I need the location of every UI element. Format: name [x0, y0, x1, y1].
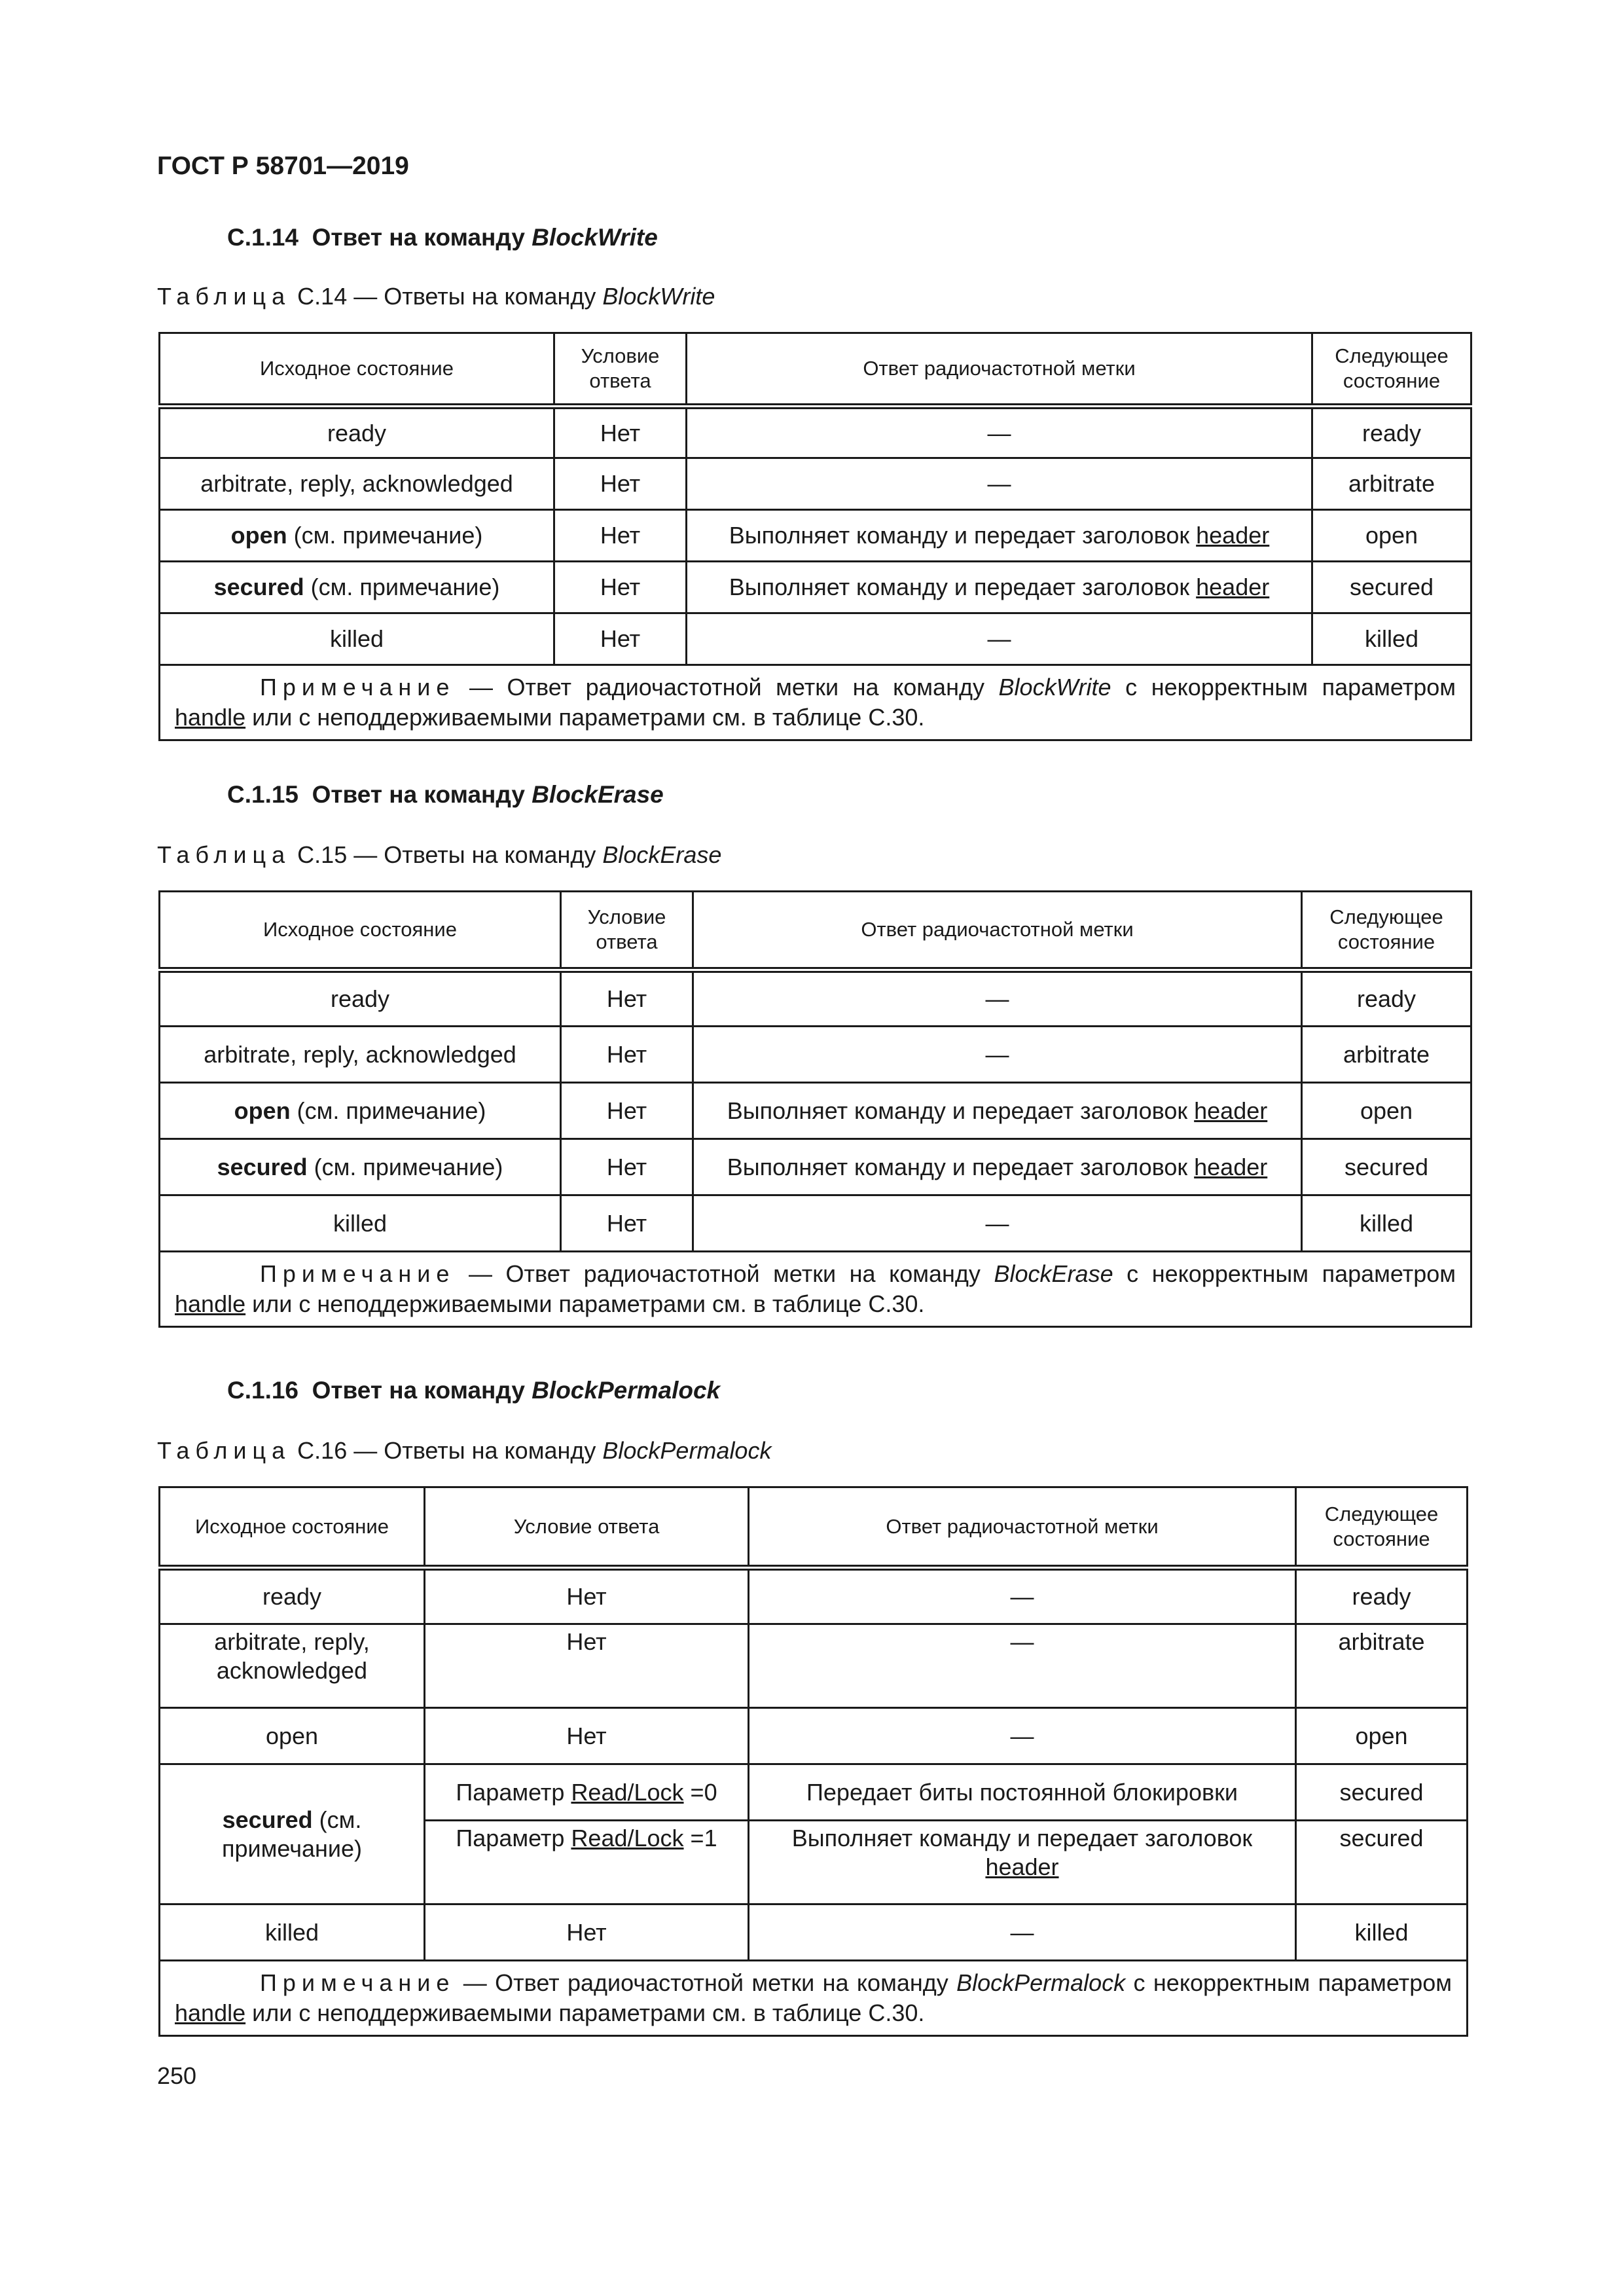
header-initial-state: Исходное состояние	[160, 1487, 425, 1568]
state-note: (см.	[312, 1806, 362, 1833]
state-name: open	[234, 1097, 291, 1124]
header-term: header	[1194, 1153, 1268, 1180]
cell-response	[749, 1821, 1296, 1904]
response-text: Выполняет команду и передает заголовок	[729, 574, 1197, 600]
cell-response: —	[749, 1708, 1296, 1764]
cell-next-state: killed	[1312, 613, 1471, 665]
cell-response: —	[749, 1624, 1296, 1708]
cell-initial-state: ready	[160, 1568, 425, 1624]
cell-condition: Нет	[554, 510, 687, 562]
cell-condition: Нет	[561, 1083, 693, 1139]
caption-letter: С.	[291, 841, 321, 868]
caption-dash-text: — Ответы на команду	[347, 841, 603, 868]
header-initial-state: Исходное состояние	[160, 333, 554, 407]
caption-dash-text: — Ответы на команду	[347, 1437, 603, 1464]
cell-next-state: secured	[1302, 1139, 1471, 1195]
cell-initial-state	[160, 562, 554, 613]
caption-dash-text: — Ответы на команду	[347, 283, 603, 310]
response-text: Выполняет команду и передает заголовок	[727, 1153, 1195, 1180]
caption-table-word: Таблица	[157, 1437, 291, 1464]
note-text: — Ответ радиочастотной метки на команду	[455, 674, 999, 701]
header-term: header	[1196, 574, 1270, 600]
state-note: (см. примечание)	[290, 1097, 486, 1124]
header-condition: Условие ответа	[554, 333, 687, 407]
table-caption-c14	[157, 283, 715, 310]
caption-letter: С.	[291, 283, 321, 310]
table-row	[160, 970, 1471, 1027]
cell-condition: Нет	[554, 613, 687, 665]
table-note-row	[160, 665, 1471, 740]
table-row	[160, 458, 1471, 510]
param-name: Read/Lock	[571, 1825, 684, 1851]
note-command: BlockWrite	[998, 674, 1111, 701]
cell-response	[687, 510, 1312, 562]
cell-initial-state: killed	[160, 1904, 425, 1961]
cell-condition: Нет	[425, 1568, 749, 1624]
cell-condition: Нет	[554, 407, 687, 458]
cell-initial-state: arbitrate, reply, acknowledged	[160, 458, 554, 510]
cell-response: —	[749, 1568, 1296, 1624]
caption-number: 16	[321, 1437, 348, 1464]
table-row	[160, 1708, 1468, 1764]
caption-command: BlockWrite	[602, 283, 715, 310]
param-prefix: Параметр	[456, 1778, 571, 1806]
cell-next-state: secured	[1296, 1821, 1468, 1904]
table-row	[160, 1904, 1468, 1961]
section-command: BlockWrite	[532, 224, 658, 251]
cell-initial-state	[160, 1139, 561, 1195]
caption-table-word: Таблица	[157, 283, 291, 310]
caption-number: 15	[321, 841, 348, 868]
note-label: Примечание	[260, 1969, 456, 1996]
cell-condition: Нет	[554, 562, 687, 613]
table-row	[160, 1624, 1468, 1708]
state-name: open	[230, 522, 287, 549]
cell-next-state: killed	[1302, 1195, 1471, 1252]
state-note: (см. примечание)	[287, 522, 483, 549]
cell-condition: Нет	[561, 1139, 693, 1195]
param-value: =0	[683, 1778, 717, 1806]
section-title-c1-14	[227, 224, 658, 251]
param-prefix: Параметр	[456, 1825, 571, 1851]
note-text: с некорректным параметром	[1111, 674, 1456, 701]
caption-number: 14	[321, 283, 348, 310]
caption-command: BlockPermalock	[602, 1437, 772, 1464]
table-caption-c16	[157, 1437, 771, 1465]
section-number: С.1.15	[227, 781, 299, 808]
cell-next-state: open	[1312, 510, 1471, 562]
table-row	[160, 407, 1471, 458]
cell-condition: Нет	[425, 1624, 749, 1708]
header-response: Ответ радиочастотной метки	[693, 892, 1302, 970]
cell-next-state: secured	[1312, 562, 1471, 613]
table-c16	[158, 1486, 1468, 2037]
cell-response: —	[687, 407, 1312, 458]
cell-response: Передает биты постоянной блокировки	[749, 1764, 1296, 1821]
table-note-row	[160, 1252, 1471, 1327]
table-row	[160, 613, 1471, 665]
section-command: BlockPermalock	[532, 1377, 721, 1404]
cell-next-state: ready	[1296, 1568, 1468, 1624]
note-handle: handle	[175, 704, 246, 731]
table-header-row	[160, 333, 1471, 407]
note-label: Примечание	[260, 1260, 456, 1287]
header-condition: Условие ответа	[561, 892, 693, 970]
cell-condition: Нет	[561, 1195, 693, 1252]
section-command: BlockErase	[532, 781, 664, 808]
table-header-row	[160, 1487, 1468, 1568]
cell-next-state: open	[1296, 1708, 1468, 1764]
state-line: acknowledged	[216, 1657, 368, 1684]
cell-condition: Нет	[554, 458, 687, 510]
note-label: Примечание	[260, 674, 456, 701]
table-note-row	[160, 1961, 1468, 2036]
table-note	[160, 1252, 1471, 1327]
cell-next-state: arbitrate	[1296, 1624, 1468, 1708]
state-name: secured	[222, 1806, 313, 1833]
cell-response: —	[693, 1195, 1302, 1252]
state-note: (см. примечание)	[304, 574, 500, 600]
cell-response: —	[687, 458, 1312, 510]
caption-command: BlockErase	[602, 841, 722, 868]
header-term: header	[1196, 522, 1270, 549]
cell-condition: Нет	[425, 1904, 749, 1961]
cell-next-state: killed	[1296, 1904, 1468, 1961]
note-text: — Ответ радиочастотной метки на команду	[455, 1260, 994, 1287]
cell-condition: Нет	[561, 970, 693, 1027]
table-c14	[158, 332, 1472, 741]
note-text: или с неподдерживаемыми параметрами см. в таблице С.30.	[245, 1999, 925, 2026]
cell-next-state: secured	[1296, 1764, 1468, 1821]
cell-response	[693, 1083, 1302, 1139]
cell-next-state: arbitrate	[1302, 1027, 1471, 1083]
section-number: С.1.14	[227, 224, 299, 251]
note-handle: handle	[175, 1290, 246, 1317]
state-note: примечание)	[222, 1834, 362, 1862]
note-handle: handle	[175, 1999, 246, 2026]
table-row	[160, 562, 1471, 613]
cell-initial-state: arbitrate, reply, acknowledged	[160, 1027, 561, 1083]
note-text: или с неподдерживаемыми параметрами см. в таблице С.30.	[245, 1290, 925, 1317]
state-note: (см. примечание)	[307, 1153, 503, 1180]
state-name: secured	[213, 574, 304, 600]
cell-condition	[425, 1764, 749, 1821]
header-condition: Условие ответа	[425, 1487, 749, 1568]
cell-initial-state: killed	[160, 613, 554, 665]
header-response: Ответ радиочастотной метки	[749, 1487, 1296, 1568]
note-text: с некорректным параметром	[1125, 1969, 1452, 1996]
cell-initial-state	[160, 1083, 561, 1139]
table-header-row	[160, 892, 1471, 970]
table-row	[160, 1083, 1471, 1139]
cell-response	[687, 562, 1312, 613]
page-number: 250	[157, 2062, 197, 2089]
section-number: С.1.16	[227, 1377, 299, 1404]
cell-initial-state: ready	[160, 970, 561, 1027]
cell-next-state: open	[1302, 1083, 1471, 1139]
table-row	[160, 1139, 1471, 1195]
cell-initial-state	[160, 1764, 425, 1904]
table-note	[160, 1961, 1468, 2036]
note-text: или с неподдерживаемыми параметрами см. в таблице С.30.	[245, 704, 925, 731]
header-term: header	[1194, 1097, 1268, 1124]
cell-initial-state: killed	[160, 1195, 561, 1252]
section-title-text: Ответ на команду	[312, 1377, 532, 1404]
cell-initial-state	[160, 1624, 425, 1708]
cell-condition: Нет	[425, 1708, 749, 1764]
header-next-state: Следующее состояние	[1312, 333, 1471, 407]
param-name: Read/Lock	[571, 1778, 684, 1806]
header-next-state: Следующее состояние	[1302, 892, 1471, 970]
cell-condition: Нет	[561, 1027, 693, 1083]
document-header: ГОСТ Р 58701—2019	[157, 152, 409, 180]
header-term: header	[985, 1853, 1059, 1880]
cell-response: —	[693, 1027, 1302, 1083]
table-row	[160, 1027, 1471, 1083]
header-response: Ответ радиочастотной метки	[687, 333, 1312, 407]
caption-letter: С.	[291, 1437, 321, 1464]
cell-response: —	[687, 613, 1312, 665]
table-row	[160, 510, 1471, 562]
section-title-text: Ответ на команду	[312, 781, 532, 808]
cell-response: —	[693, 970, 1302, 1027]
cell-initial-state	[160, 510, 554, 562]
table-note	[160, 665, 1471, 740]
table-row	[160, 1764, 1468, 1821]
cell-response	[693, 1139, 1302, 1195]
section-title-text: Ответ на команду	[312, 224, 532, 251]
note-text: — Ответ радиочастотной метки на команду	[455, 1969, 957, 1996]
note-command: BlockPermalock	[956, 1969, 1126, 1996]
param-value: =1	[683, 1825, 717, 1851]
note-text: с некорректным параметром	[1113, 1260, 1456, 1287]
cell-response: —	[749, 1904, 1296, 1961]
cell-next-state: arbitrate	[1312, 458, 1471, 510]
cell-condition	[425, 1821, 749, 1904]
response-text: Выполняет команду и передает заголовок	[727, 1097, 1195, 1124]
response-text: Выполняет команду и передает заголовок	[791, 1825, 1253, 1851]
table-row	[160, 1568, 1468, 1624]
table-row	[160, 1195, 1471, 1252]
section-title-c1-15	[227, 781, 664, 809]
cell-next-state: ready	[1312, 407, 1471, 458]
cell-initial-state: open	[160, 1708, 425, 1764]
response-text: Выполняет команду и передает заголовок	[729, 522, 1197, 549]
cell-next-state: ready	[1302, 970, 1471, 1027]
caption-table-word: Таблица	[157, 841, 291, 868]
section-title-c1-16	[227, 1377, 720, 1404]
table-caption-c15	[157, 841, 721, 869]
state-line: arbitrate, reply,	[214, 1628, 370, 1655]
state-name: secured	[217, 1153, 308, 1180]
table-c15	[158, 890, 1472, 1328]
header-initial-state: Исходное состояние	[160, 892, 561, 970]
header-next-state: Следующее состояние	[1296, 1487, 1468, 1568]
note-command: BlockErase	[994, 1260, 1113, 1287]
cell-initial-state: ready	[160, 407, 554, 458]
